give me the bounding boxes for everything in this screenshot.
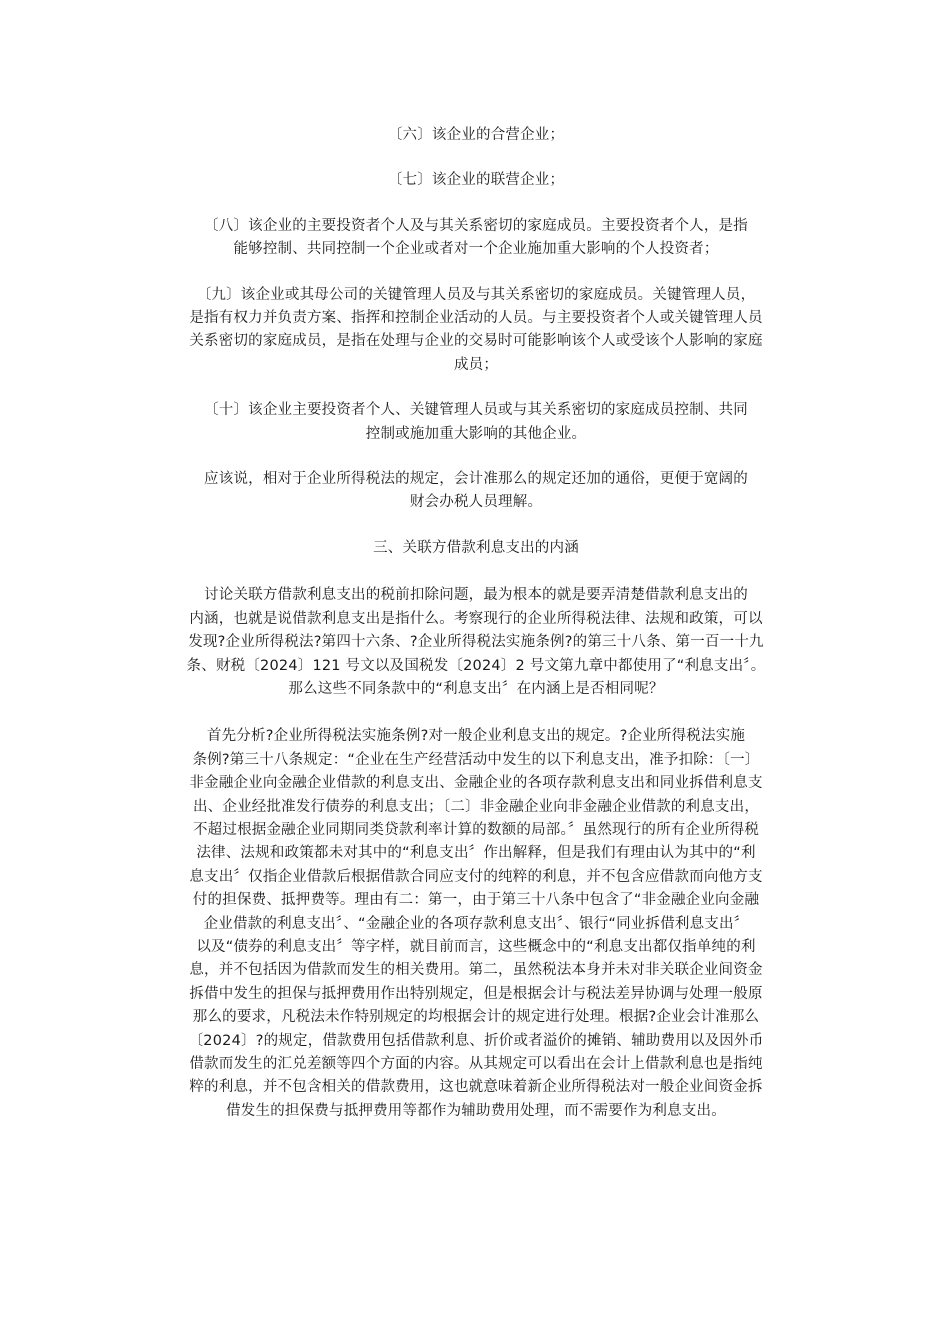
section-heading <box>145 537 807 560</box>
paragraph-summary <box>145 468 807 515</box>
text-line: 关系密切的家庭成员，是指在处理与企业的交易时可能影响该个人或受该个人影响的家庭 <box>189 333 763 350</box>
text-line: 控制或施加重大影响的其他企业。 <box>365 425 587 442</box>
text-line: 〔九〕该企业或其母公司的关键管理人员及与其关系密切的家庭成员。关键管理人员， <box>196 286 756 303</box>
paragraph-item-7 <box>145 169 807 192</box>
text-line: 出、企业经批准发行债券的利息支出；〔二〕非金融企业向非金融企业借款的利息支出， <box>192 798 760 815</box>
text-line: 不超过根据金融企业同期同类贷款利率计算的数额的局部。〞虽然现行的所有企业所得税 <box>192 821 760 838</box>
text-line: 借款而发生的汇兑差额等四个方面的内容。从其规定可以看出在会计上借款利息也是指纯 <box>189 1056 763 1072</box>
paragraph-item-9 <box>145 284 807 378</box>
paragraph-item-6 <box>145 124 807 147</box>
text-line: 条例?第三十八条规定：“企业在生产经营活动中发生的以下利息支出，准予扣除：〔一〕 <box>192 751 760 768</box>
text-line: 成员； <box>453 356 499 373</box>
text-line: 首先分析?企业所得税法实施条例?对一般企业利息支出的规定。?企业所得税法实施 <box>206 728 746 745</box>
text-line: 〔八〕该企业的主要投资者个人及与其关系密切的家庭成员。主要投资者个人，是指 <box>204 217 748 234</box>
text-line: 三、关联方借款利息支出的内涵 <box>373 539 579 556</box>
text-line: 法律、法规和政策都未对其中的“利息支出〞作出解释，但是我们有理由认为其中的“利 <box>196 845 756 862</box>
text-line: 粹的利息，并不包含相关的借款费用，这也就意味着新企业所得税法对一般企业间资金拆 <box>189 1079 763 1096</box>
text-line: 〔七〕该企业的联营企业； <box>387 172 565 189</box>
text-line: 讨论关联方借款利息支出的税前扣除问题，最为根本的就是要弄清楚借款利息支出的 <box>204 587 748 604</box>
text-line: 那么的要求，凡税法未作特别规定的均根据会计的规定进行处理。根据?企业会计准那么 <box>192 1009 760 1026</box>
paragraph-analysis <box>145 725 807 1123</box>
text-line: 借发生的担保费与抵押费用等都作为辅助费用处理，而不需要作为利息支出。 <box>226 1102 726 1119</box>
text-line: 〔十〕该企业主要投资者个人、关键管理人员或与其关系密切的家庭成员控制、共同 <box>204 402 748 419</box>
text-line: 财会办税人员理解。 <box>409 494 543 511</box>
text-line: 付的担保费、抵押费等。理由有二：第一，由于第三十八条中包含了“非金融企业向金融 <box>192 892 760 909</box>
text-line: 息支出〞仅指企业借款后根据借款合同应支付的纯粹的利息，并不包含应借款而向他方支 <box>189 868 763 885</box>
text-line: 那么这些不同条款中的“利息支出〞在内涵上是否相同呢？ <box>288 680 664 697</box>
paragraph-item-10 <box>145 399 807 446</box>
text-line: 〔六〕该企业的合营企业； <box>387 127 565 143</box>
text-line: 内涵，也就是说借款利息支出是指什么。考察现行的企业所得税法律、法规和政策，可以 <box>189 610 763 627</box>
text-line: 拆借中发生的担保与抵押费用作出特别规定，但是根据会计与税法差异协调与处理一般原 <box>189 985 763 1002</box>
text-line: 应该说，相对于企业所得税法的规定，会计准那么的规定还加的通俗，更便于宽阔的 <box>204 471 748 488</box>
text-line: 是指有权力并负责方案、指挥和控制企业活动的人员。与主要投资者个人或关键管理人员 <box>189 310 763 327</box>
text-line: 条、财税〔2024〕121 号文以及国税发〔2024〕2 号文第九章中都使用了“利息支出〞。 <box>186 657 766 674</box>
text-line: 发现?企业所得税法?第四十六条、?企业所得税法实施条例?的第三十八条、第一百一十九 <box>188 634 764 651</box>
text-line: 能够控制、共同控制一个企业或者对一个企业施加重大影响的个人投资者； <box>233 241 719 258</box>
text-line: 非金融企业向金融企业借款的利息支出、金融企业的各项存款利息支出和同业拆借利息支 <box>189 775 763 792</box>
paragraph-item-8 <box>145 215 807 262</box>
text-line: 企业借款的利息支出〞、“金融企业的各项存款利息支出〞、银行“同业拆借利息支出〞 <box>203 915 749 932</box>
document-page <box>145 124 807 1123</box>
text-line: 以及“债券的利息支出〞等字样，就目前而言，这些概念中的“利息支出都仅指单纯的利 <box>196 938 756 955</box>
text-line: 息，并不包括因为借款而发生的相关费用。第二，虽然税法本身并未对非关联企业间资金 <box>189 962 763 979</box>
paragraph-discussion <box>145 584 807 701</box>
text-line: 〔2024〕?的规定，借款费用包括借款利息、折价或者溢价的摊销、辅助费用以及因外币 <box>188 1032 764 1049</box>
